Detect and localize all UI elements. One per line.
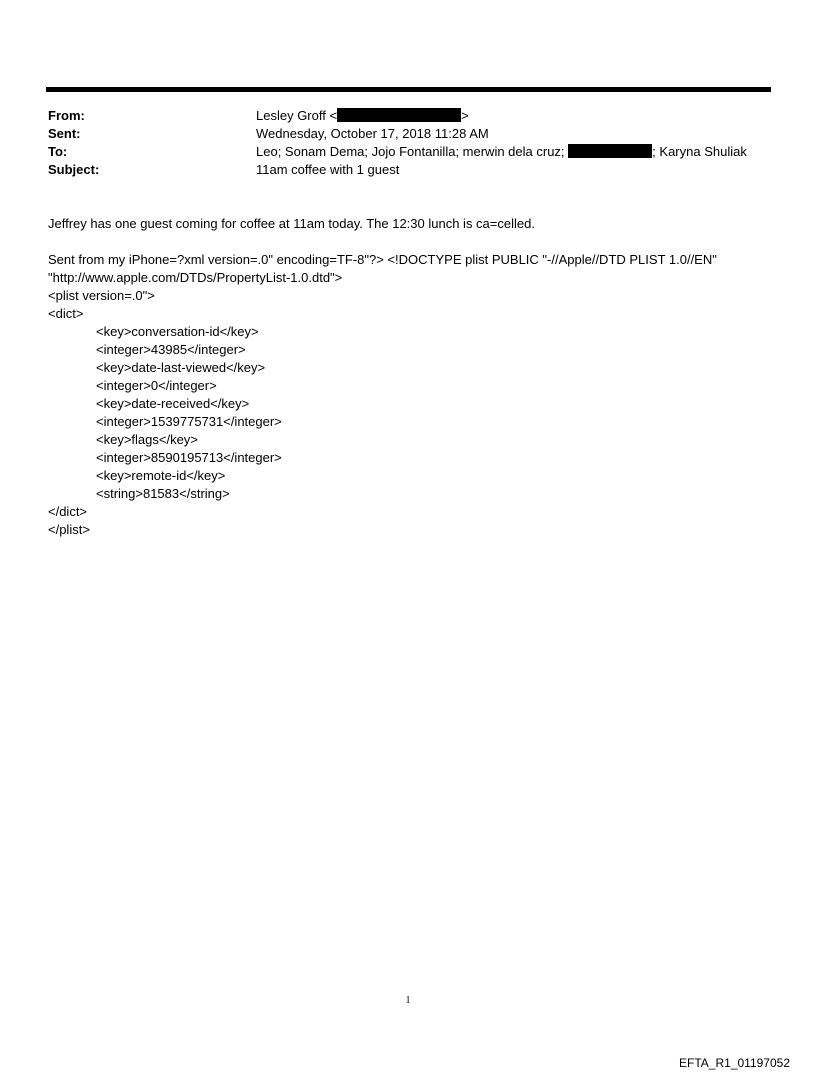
from-label: From: <box>48 108 85 123</box>
header-rule <box>46 87 771 92</box>
from-close: > <box>461 108 469 123</box>
body-line: Sent from my iPhone=?xml version=.0" encoding=TF-8"?> <!DOCTYPE plist PUBLIC "-//Apple//DTD PLIST 1.0//EN" <box>48 252 717 267</box>
plist-line: <integer>0</integer> <box>96 378 217 393</box>
redaction-box <box>337 108 461 122</box>
from-name: Lesley Groff < <box>256 108 338 123</box>
plist-line: <key>remote-id</key> <box>96 468 226 483</box>
plist-line: <integer>43985</integer> <box>96 342 246 357</box>
plist-line: <key>date-received</key> <box>96 396 250 411</box>
plist-line: <key>flags</key> <box>96 432 198 447</box>
body-line: <dict> <box>48 306 84 321</box>
body-line: </dict> <box>48 504 88 519</box>
plist-line: <string>81583</string> <box>96 486 230 501</box>
subject-label: Subject: <box>48 162 100 177</box>
page-number: 1 <box>405 995 411 1006</box>
body-line: </plist> <box>48 522 90 537</box>
sent-label: Sent: <box>48 126 81 141</box>
body-line: "http://www.apple.com/DTDs/PropertyList-1.0.dtd"> <box>48 270 343 285</box>
to-value <box>256 143 747 161</box>
plist-line: <key>conversation-id</key> <box>96 324 259 339</box>
sent-value: Wednesday, October 17, 2018 11:28 AM <box>256 126 489 141</box>
redaction-box <box>568 144 652 158</box>
body-line: Jeffrey has one guest coming for coffee at 11am today. The 12:30 lunch is ca=celled. <box>48 216 535 231</box>
from-value <box>256 107 469 125</box>
document-id: EFTA_R1_01197052 <box>679 1056 790 1070</box>
to-label: To: <box>48 144 68 159</box>
plist-line: <integer>1539775731</integer> <box>96 414 282 429</box>
subject-value: 11am coffee with 1 guest <box>256 162 400 177</box>
body-line: <plist version=.0"> <box>48 288 155 303</box>
to-recipients-end: ; Karyna Shuliak <box>652 144 747 159</box>
to-recipients: Leo; Sonam Dema; Jojo Fontanilla; merwin dela cruz; <box>256 144 565 159</box>
plist-line: <integer>8590195713</integer> <box>96 450 282 465</box>
plist-line: <key>date-last-viewed</key> <box>96 360 266 375</box>
